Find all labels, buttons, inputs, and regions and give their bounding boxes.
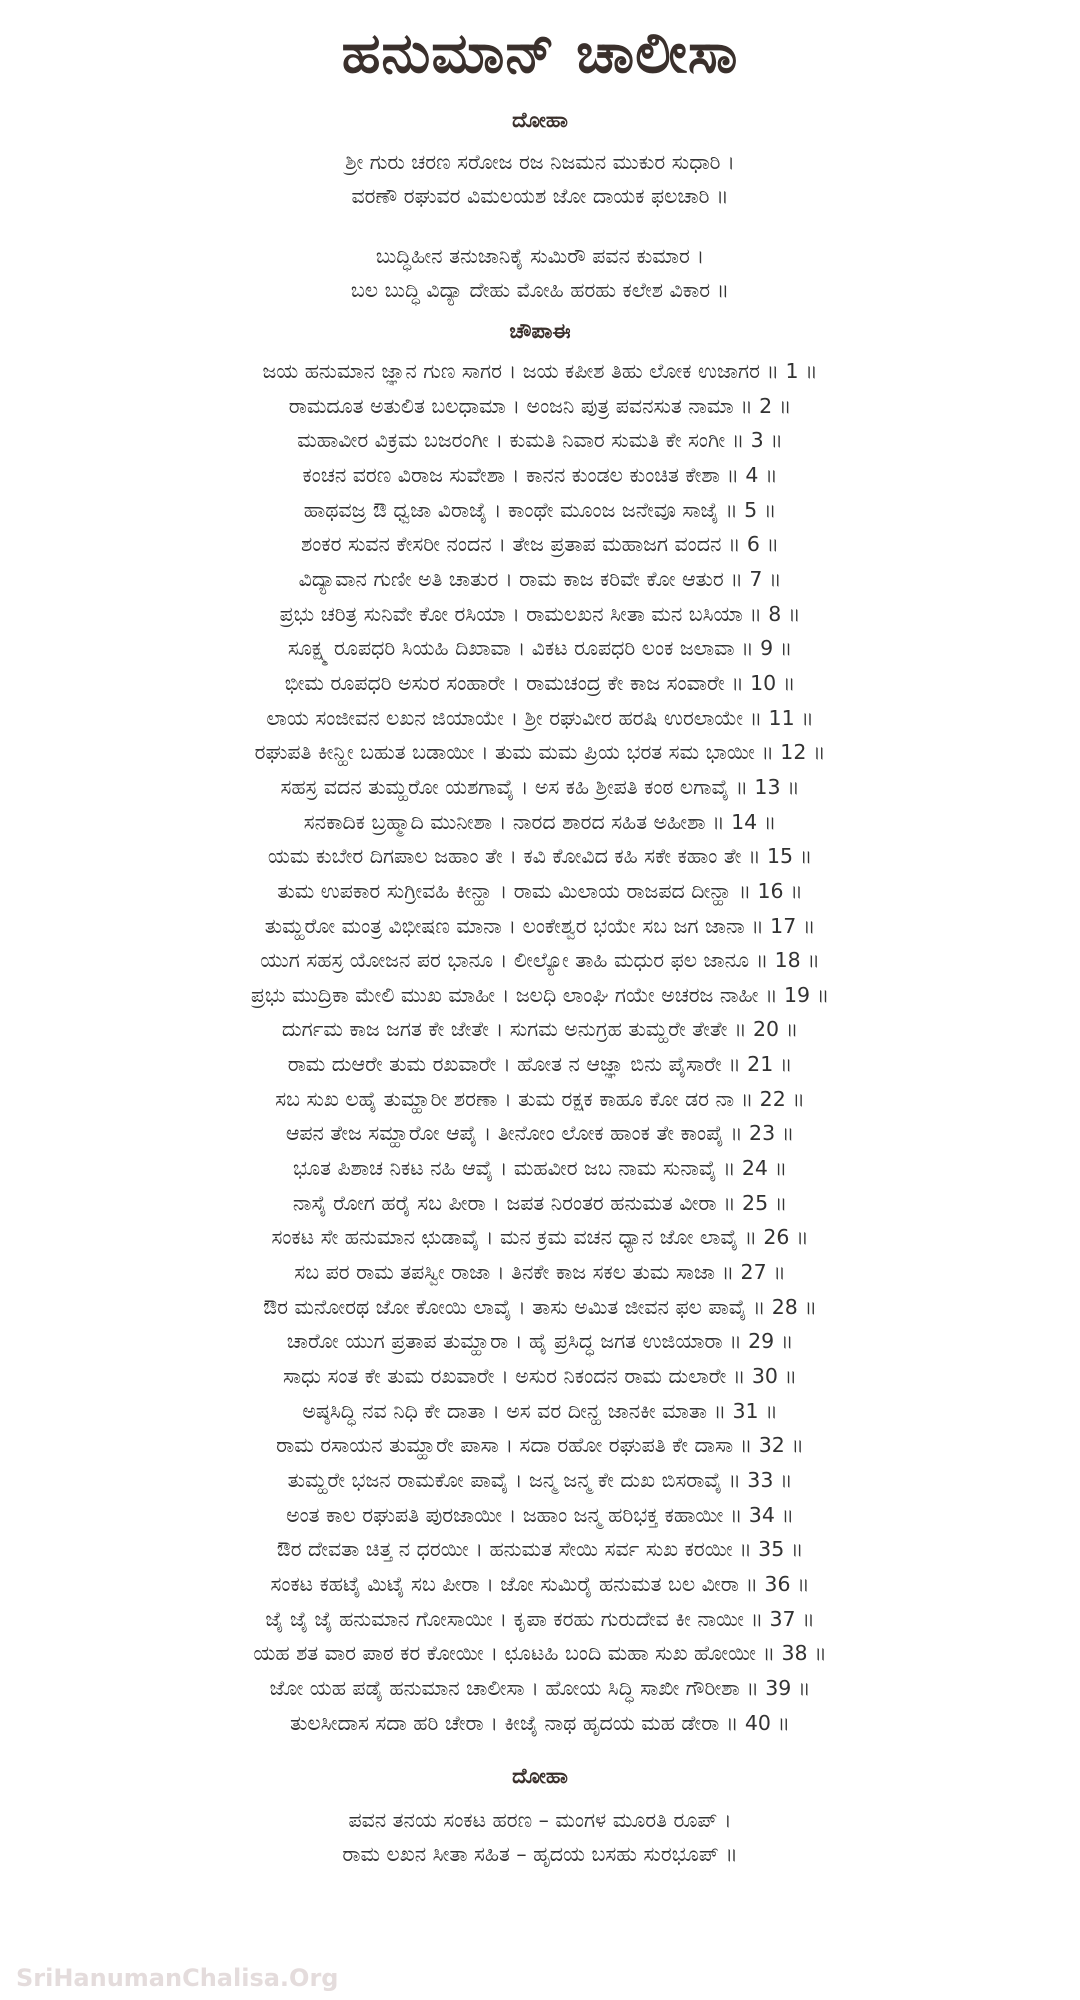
chaupai-line: ಯಹ ಶತ ವಾರ ಪಾಠ ಕರ ಕೋಯೀ । ಛೂಟಹಿ ಬಂದಿ ಮಹಾ ಸುಖ ಹೋಯೀ ॥ 38 ॥: [253, 1641, 827, 1666]
chaupai-line: ಸಬ ಪರ ರಾಮ ತಪಸ್ವೀ ರಾಜಾ । ತಿನಕೇ ಕಾಜ ಸಕಲ ತುಮ ಸಾಜಾ ॥ 27 ॥: [294, 1260, 786, 1285]
chaupai-line: ಔರ ದೇವತಾ ಚಿತ್ತ ನ ಧರಯೀ । ಹನುಮತ ಸೇಯಿ ಸರ್ವ ಸುಖ ಕರಯೀ ॥ 35 ॥: [276, 1537, 804, 1562]
chaupai-line: ಭೂತ ಪಿಶಾಚ ನಿಕಟ ನಹಿ ಆವೈ । ಮಹವೀರ ಜಬ ನಾಮ ಸುನಾವೈ ॥ 24 ॥: [292, 1156, 787, 1181]
opening-doha-1: [0, 145, 1080, 213]
doha-heading-opening: ದೋಹಾ: [512, 108, 568, 132]
site-watermark: SriHanumanChalisa.Org: [16, 1964, 339, 1992]
chaupai-line: ಔರ ಮನೋರಥ ಜೋ ಕೋಯಿ ಲಾವೈ । ತಾಸು ಅಮಿತ ಜೀವನ ಫಲ ಪಾವೈ ॥ 28 ॥: [263, 1294, 817, 1319]
chaupai-line: ತುಮ್ಹರೋ ಮಂತ್ರ ವಿಭೀಷಣ ಮಾನಾ । ಲಂಕೇಶ್ವರ ಭಯೇ ಸಬ ಜಗ ಜಾನಾ ॥ 17 ॥: [264, 913, 816, 938]
chaupai-line: ಸಹಸ್ರ ವದನ ತುಮ್ಹರೋ ಯಶಗಾವೈ । ಅಸ ಕಹಿ ಶ್ರೀಪತಿ ಕಂಠ ಲಗಾವೈ ॥ 13 ॥: [280, 774, 800, 799]
chaupai-line: ತುಮ್ಹರೇ ಭಜನ ರಾಮಕೋ ಪಾವೈ । ಜನ್ಮ ಜನ್ಮ ಕೇ ದುಖ ಬಿಸರಾವೈ ॥ 33 ॥: [287, 1468, 793, 1492]
chaupai-line: ನಾಸೈ ರೋಗ ಹರೈ ಸಬ ಪೀರಾ । ಜಪತ ನಿರಂತರ ಹನುಮತ ವೀರಾ ॥ 25 ॥: [292, 1190, 788, 1215]
doha-heading-closing: ದೋಹಾ: [512, 1764, 568, 1789]
verse-line: ಬುದ್ಧಿಹೀನ ತನುಜಾನಿಕೈ ಸುಮಿರೌ ಪವನ ಕುಮಾರ ।: [375, 244, 705, 268]
chaupai-verses: [0, 354, 1080, 1740]
chaupai-line: ಯುಗ ಸಹಸ್ರ ಯೋಜನ ಪರ ಭಾನೂ । ಲೀಲ್ಯೋ ತಾಹಿ ಮಧುರ ಫಲ ಜಾನೂ ॥ 18 ॥: [260, 948, 820, 973]
spacer: [0, 213, 1080, 239]
chaupai-heading: ಚೌಪಾಈ: [509, 319, 571, 343]
verse-line: ರಾಮ ಲಖನ ಸೀತಾ ಸಹಿತ – ಹೃದಯ ಬಸಹು ಸುರಭೂಪ್ ॥: [342, 1842, 738, 1867]
chaupai-line: ದುರ್ಗಮ ಕಾಜ ಜಗತ ಕೇ ಜೇತೇ । ಸುಗಮ ಅನುಗ್ರಹ ತುಮ್ಹರೇ ತೇತೇ ॥ 20 ॥: [281, 1017, 799, 1042]
verse-line: ವರಣೌ ರಘುವರ ವಿಮಲಯಶ ಜೋ ದಾಯಕ ಫಲಚಾರಿ ॥: [351, 184, 729, 208]
chaupai-line: ರಾಮ ದುಆರೇ ತುಮ ರಖವಾರೇ । ಹೋತ ನ ಆಜ್ಞಾ ಬಿನು ಪೈಸಾರೇ ॥ 21 ॥: [287, 1052, 793, 1077]
chaupai-line: ಯಮ ಕುಬೇರ ದಿಗಪಾಲ ಜಹಾಂ ತೇ । ಕವಿ ಕೋವಿದ ಕಹಿ ಸಕೇ ಕಹಾಂ ತೇ ॥ 15 ॥: [267, 844, 813, 869]
chaupai-line: ಆಪನ ತೇಜ ಸಮ್ಹಾರೋ ಆಪೈ । ತೀನೋಂ ಲೋಕ ಹಾಂಕ ತೇ ಕಾಂಪೈ ॥ 23 ॥: [285, 1121, 795, 1146]
chaupai-line: ರಾಮ ರಸಾಯನ ತುಮ್ಹಾರೇ ಪಾಸಾ । ಸದಾ ರಹೋ ರಘುಪತಿ ಕೇ ದಾಸಾ ॥ 32 ॥: [276, 1433, 804, 1458]
chaupai-line: ಸಂಕಟ ಕಹಟೈ ಮಿಟೈ ಸಬ ಪೀರಾ । ಜೋ ಸುಮಿರೈ ಹನುಮತ ಬಲ ವೀರಾ ॥ 36 ॥: [270, 1571, 810, 1596]
verse-line: ಬಲ ಬುದ್ಧಿ ವಿದ್ಯಾ ದೇಹು ಮೋಹಿ ಹರಹು ಕಲೇಶ ವಿಕಾರ ॥: [350, 278, 730, 302]
chaupai-line: ಪ್ರಭು ಮುದ್ರಿಕಾ ಮೇಲಿ ಮುಖ ಮಾಹೀ । ಜಲಧಿ ಲಾಂಘಿ ಗಯೇ ಅಚರಜ ನಾಹೀ ॥ 19 ॥: [250, 982, 830, 1007]
chaupai-line: ಸಬ ಸುಖ ಲಹೈ ತುಮ್ಹಾರೀ ಶರಣಾ । ತುಮ ರಕ್ಷಕ ಕಾಹೂ ಕೋ ಡರ ನಾ ॥ 22 ॥: [275, 1086, 805, 1111]
chaupai-line: ಜೈ ಜೈ ಜೈ ಹನುಮಾನ ಗೋಸಾಯೀ । ಕೃಪಾ ಕರಹು ಗುರುದೇವ ಕೀ ನಾಯೀ ॥ 37 ॥: [265, 1606, 815, 1631]
opening-doha-2: [0, 239, 1080, 307]
chaupai-line: ತುಲಸೀದಾಸ ಸದಾ ಹರಿ ಚೇರಾ । ಕೀಜೈ ನಾಥ ಹೃದಯ ಮಹ ಡೇರಾ ॥ 40 ॥: [290, 1710, 790, 1735]
verse-line: ಶ್ರೀ ಗುರು ಚರಣ ಸರೋಜ ರಜ ನಿಜಮನ ಮುಕುರ ಸುಧಾರಿ ।: [345, 150, 735, 174]
page-title: ಹನುಮಾನ್ ಚಾಲೀಸಾ: [341, 21, 739, 86]
chaupai-line: ರಘುಪತಿ ಕೀನ್ಹೀ ಬಹುತ ಬಡಾಯೀ । ತುಮ ಮಮ ಪ್ರಿಯ ಭರತ ಸಮ ಭಾಯೀ ॥ 12 ॥: [254, 740, 826, 765]
chaupai-line: ರಾಮದೂತ ಅತುಲಿತ ಬಲಧಾಮಾ । ಅಂಜನಿ ಪುತ್ರ ಪವನಸುತ ನಾಮಾ ॥ 2 ॥: [288, 393, 792, 418]
chaupai-line: ಅಷ್ಠಸಿದ್ಧಿ ನವ ನಿಧಿ ಕೇ ದಾತಾ । ಅಸ ವರ ದೀನ್ಹ ಜಾನಕೀ ಮಾತಾ ॥ 31 ॥: [302, 1398, 778, 1423]
chaupai-line: ಚಾರೋ ಯುಗ ಪ್ರತಾಪ ತುಮ್ಹಾರಾ । ಹೈ ಪ್ರಸಿದ್ಧ ಜಗತ ಉಜಿಯಾರಾ ॥ 29 ॥: [286, 1329, 794, 1354]
verse-line: ಪವನ ತನಯ ಸಂಕಟ ಹರಣ – ಮಂಗಳ ಮೂರತಿ ರೂಪ್ ।: [348, 1808, 732, 1833]
chaupai-line: ಲಾಯ ಸಂಜೀವನ ಲಖನ ಜಿಯಾಯೇ । ಶ್ರೀ ರಘುವೀರ ಹರಷಿ ಉರಲಾಯೇ ॥ 11 ॥: [266, 705, 814, 730]
chaupai-line: ಅಂತ ಕಾಲ ರಘುಪತಿ ಪುರಜಾಯೀ । ಜಹಾಂ ಜನ್ಮ ಹರಿಭಕ್ತ ಕಹಾಯೀ ॥ 34 ॥: [286, 1502, 794, 1527]
chaupai-line: ಜಯ ಹನುಮಾನ ಜ್ಞಾನ ಗುಣ ಸಾಗರ । ಜಯ ಕಪೀಶ ತಿಹು ಲೋಕ ಉಜಾಗರ ॥ 1 ॥: [262, 359, 818, 383]
chaupai-line: ಮಹಾವೀರ ವಿಕ್ರಮ ಬಜರಂಗೀ । ಕುಮತಿ ನಿವಾರ ಸುಮತಿ ಕೇ ಸಂಗೀ ॥ 3 ॥: [297, 428, 783, 453]
chaupai-line: ಜೋ ಯಹ ಪಡೈ ಹನುಮಾನ ಚಾಲೀಸಾ । ಹೋಯ ಸಿದ್ಧಿ ಸಾಖೀ ಗೌರೀಶಾ ॥ 39 ॥: [269, 1675, 811, 1700]
chaupai-line: ಕಂಚನ ವರಣ ವಿರಾಜ ಸುವೇಶಾ । ಕಾನನ ಕುಂಡಲ ಕುಂಚಿತ ಕೇಶಾ ॥ 4 ॥: [302, 462, 778, 487]
chaupai-line: ಭೀಮ ರೂಪಧರಿ ಅಸುರ ಸಂಹಾರೇ । ರಾಮಚಂದ್ರ ಕೇ ಕಾಜ ಸಂವಾರೇ ॥ 10 ॥: [284, 670, 796, 695]
chaupai-line: ಸಂಕಟ ಸೇ ಹನುಮಾನ ಛುಡಾವೈ । ಮನ ಕ್ರಮ ವಚನ ಧ್ಯಾನ ಜೋ ಲಾವೈ ॥ 26 ॥: [271, 1225, 809, 1250]
chaupai-line: ವಿದ್ಯಾವಾನ ಗುಣೀ ಅತಿ ಚಾತುರ । ರಾಮ ಕಾಜ ಕರಿವೇ ಕೋ ಆತುರ ॥ 7 ॥: [298, 566, 782, 591]
chaupai-line: ಸನಕಾದಿಕ ಬ್ರಹ್ಮಾದಿ ಮುನೀಶಾ । ನಾರದ ಶಾರದ ಸಹಿತ ಅಹೀಶಾ ॥ 14 ॥: [303, 809, 777, 834]
chaupai-line: ಶಂಕರ ಸುವನ ಕೇಸರೀ ನಂದನ । ತೇಜ ಪ್ರತಾಪ ಮಹಾಜಗ ವಂದನ ॥ 6 ॥: [301, 532, 779, 557]
chaupai-line: ಹಾಥವಜ್ರ ಔ ಧ್ವಜಾ ವಿರಾಜೈ । ಕಾಂಥೇ ಮೂಂಜ ಜನೇವೂ ಸಾಜೈ ॥ 5 ॥: [303, 497, 777, 522]
chaupai-line: ತುಮ ಉಪಕಾರ ಸುಗ್ರೀವಹಿ ಕೀನ್ಹಾ । ರಾಮ ಮಿಲಾಯ ರಾಜಪದ ದೀನ್ಹಾ ॥ 16 ॥: [277, 878, 803, 903]
chaupai-line: ಸೂಕ್ಷ್ಮ ರೂಪಧರಿ ಸಿಯಹಿ ದಿಖಾವಾ । ವಿಕಟ ರೂಪಧರಿ ಲಂಕ ಜಲಾವಾ ॥ 9 ॥: [287, 636, 793, 661]
chaupai-line: ಪ್ರಭು ಚರಿತ್ರ ಸುನಿವೇ ಕೋ ರಸಿಯಾ । ರಾಮಲಖನ ಸೀತಾ ಮನ ಬಸಿಯಾ ॥ 8 ॥: [279, 601, 801, 626]
closing-doha: [0, 1803, 1080, 1871]
chaupai-line: ಸಾಧು ಸಂತ ಕೇ ತುಮ ರಖವಾರೇ । ಅಸುರ ನಿಕಂದನ ರಾಮ ದುಲಾರೇ ॥ 30 ॥: [283, 1364, 797, 1389]
